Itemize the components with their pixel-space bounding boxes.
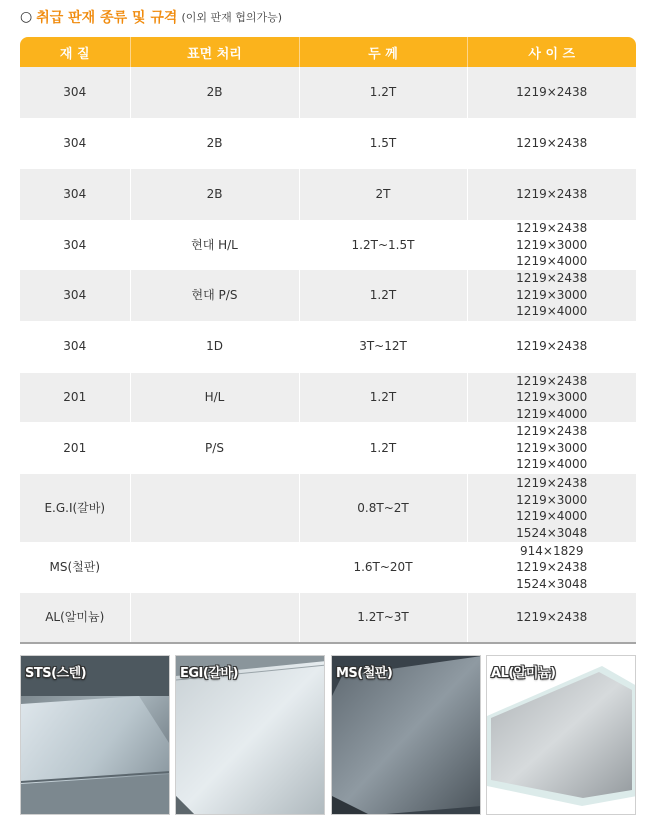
table-row <box>20 474 636 542</box>
thickness-cell: 1.2T <box>299 422 467 474</box>
material-cell: 201 <box>20 373 130 423</box>
photo-ms <box>331 655 481 815</box>
material-cell: E.G.I(갈바) <box>20 474 130 542</box>
thickness-cell: 1.2T <box>299 373 467 423</box>
size-value: 1219×2438 <box>516 187 588 202</box>
size-value: 1219×2438 <box>516 136 588 151</box>
table-row <box>20 593 636 643</box>
size-value: 1219×2438 <box>516 339 588 354</box>
table-row <box>20 373 636 423</box>
circle-bullet-icon: ○ <box>20 9 33 25</box>
size-value: 1219×4000 <box>516 509 588 523</box>
material-cell: AL(알미늄) <box>20 593 130 643</box>
material-cell: 304 <box>20 270 130 321</box>
finish-cell: 현대 H/L <box>130 220 299 270</box>
size-value: 1219×4000 <box>516 457 588 472</box>
finish-cell <box>130 593 299 643</box>
size-value: 1524×3048 <box>516 525 588 540</box>
table-row <box>20 67 636 118</box>
photo-label: AL(알미늄) <box>491 666 556 681</box>
finish-cell: 2B <box>130 67 299 118</box>
photo-gallery <box>20 655 636 817</box>
header-material: 재 질 <box>20 37 130 67</box>
size-value: 1219×2438 <box>516 221 588 235</box>
table-row <box>20 422 636 474</box>
size-value: 1219×4000 <box>516 254 588 268</box>
size-value: 1219×2438 <box>516 373 588 388</box>
spec-table <box>20 37 636 644</box>
spec-table-container <box>20 37 636 644</box>
size-cell <box>467 118 636 169</box>
size-cell <box>467 373 636 423</box>
thickness-cell: 2T <box>299 169 467 220</box>
size-value: 1219×2438 <box>516 476 588 490</box>
finish-cell: 2B <box>130 118 299 169</box>
finish-cell: H/L <box>130 373 299 423</box>
table-row <box>20 542 636 593</box>
size-value: 1219×2438 <box>516 85 588 100</box>
finish-cell: 2B <box>130 169 299 220</box>
size-value: 914×1829 <box>520 543 584 558</box>
table-row <box>20 220 636 270</box>
table-row <box>20 118 636 169</box>
size-cell <box>467 67 636 118</box>
thickness-cell: 3T~12T <box>299 321 467 373</box>
photo-egi <box>175 655 325 815</box>
finish-cell: 1D <box>130 321 299 373</box>
finish-cell <box>130 542 299 593</box>
size-cell <box>467 542 636 593</box>
size-cell <box>467 474 636 542</box>
size-cell <box>467 422 636 474</box>
size-value: 1219×3000 <box>516 440 588 455</box>
size-value: 1219×2438 <box>516 424 588 439</box>
thickness-cell: 1.2T <box>299 270 467 321</box>
thickness-cell: 1.2T <box>299 67 467 118</box>
size-value: 1219×2438 <box>516 560 588 575</box>
size-value: 1219×3000 <box>516 287 588 302</box>
thickness-cell: 1.5T <box>299 118 467 169</box>
photo-label: STS(스텐) <box>25 666 87 681</box>
material-cell: 304 <box>20 67 130 118</box>
photo-label: EGI(갈바) <box>180 666 238 681</box>
size-cell <box>467 220 636 270</box>
size-value: 1219×3000 <box>516 492 588 507</box>
photo-label: MS(철판) <box>336 666 393 681</box>
finish-cell: P/S <box>130 422 299 474</box>
finish-cell: 현대 P/S <box>130 270 299 321</box>
size-cell <box>467 169 636 220</box>
header-size: 사 이 즈 <box>467 37 636 67</box>
size-value: 1219×4000 <box>516 304 588 319</box>
size-cell <box>467 270 636 321</box>
size-value: 1219×2438 <box>516 610 588 625</box>
photo-sts <box>20 655 170 815</box>
size-value: 1524×3048 <box>516 576 588 591</box>
material-cell: 304 <box>20 321 130 373</box>
material-cell: 201 <box>20 422 130 474</box>
material-cell: 304 <box>20 169 130 220</box>
finish-cell <box>130 474 299 542</box>
section-title: 취급 판재 종류 및 규격 <box>36 10 178 26</box>
thickness-cell: 1.2T~1.5T <box>299 220 467 270</box>
size-value: 1219×3000 <box>516 390 588 404</box>
table-header-row <box>20 37 636 67</box>
size-value: 1219×2438 <box>516 271 588 286</box>
size-value: 1219×4000 <box>516 406 588 421</box>
thickness-cell: 0.8T~2T <box>299 474 467 542</box>
thickness-cell: 1.2T~3T <box>299 593 467 643</box>
thickness-cell: 1.6T~20T <box>299 542 467 593</box>
section-note: (이외 판재 협의가능) <box>181 11 283 24</box>
size-value: 1219×3000 <box>516 237 588 252</box>
size-cell <box>467 593 636 643</box>
material-cell: MS(철판) <box>20 542 130 593</box>
table-body <box>20 67 636 643</box>
table-row <box>20 270 636 321</box>
size-cell <box>467 321 636 373</box>
header-finish: 표면 처리 <box>130 37 299 67</box>
section-heading <box>20 6 282 28</box>
photo-al <box>486 655 636 815</box>
header-thickness: 두 께 <box>299 37 467 67</box>
table-row <box>20 321 636 373</box>
table-row <box>20 169 636 220</box>
material-cell: 304 <box>20 220 130 270</box>
material-cell: 304 <box>20 118 130 169</box>
